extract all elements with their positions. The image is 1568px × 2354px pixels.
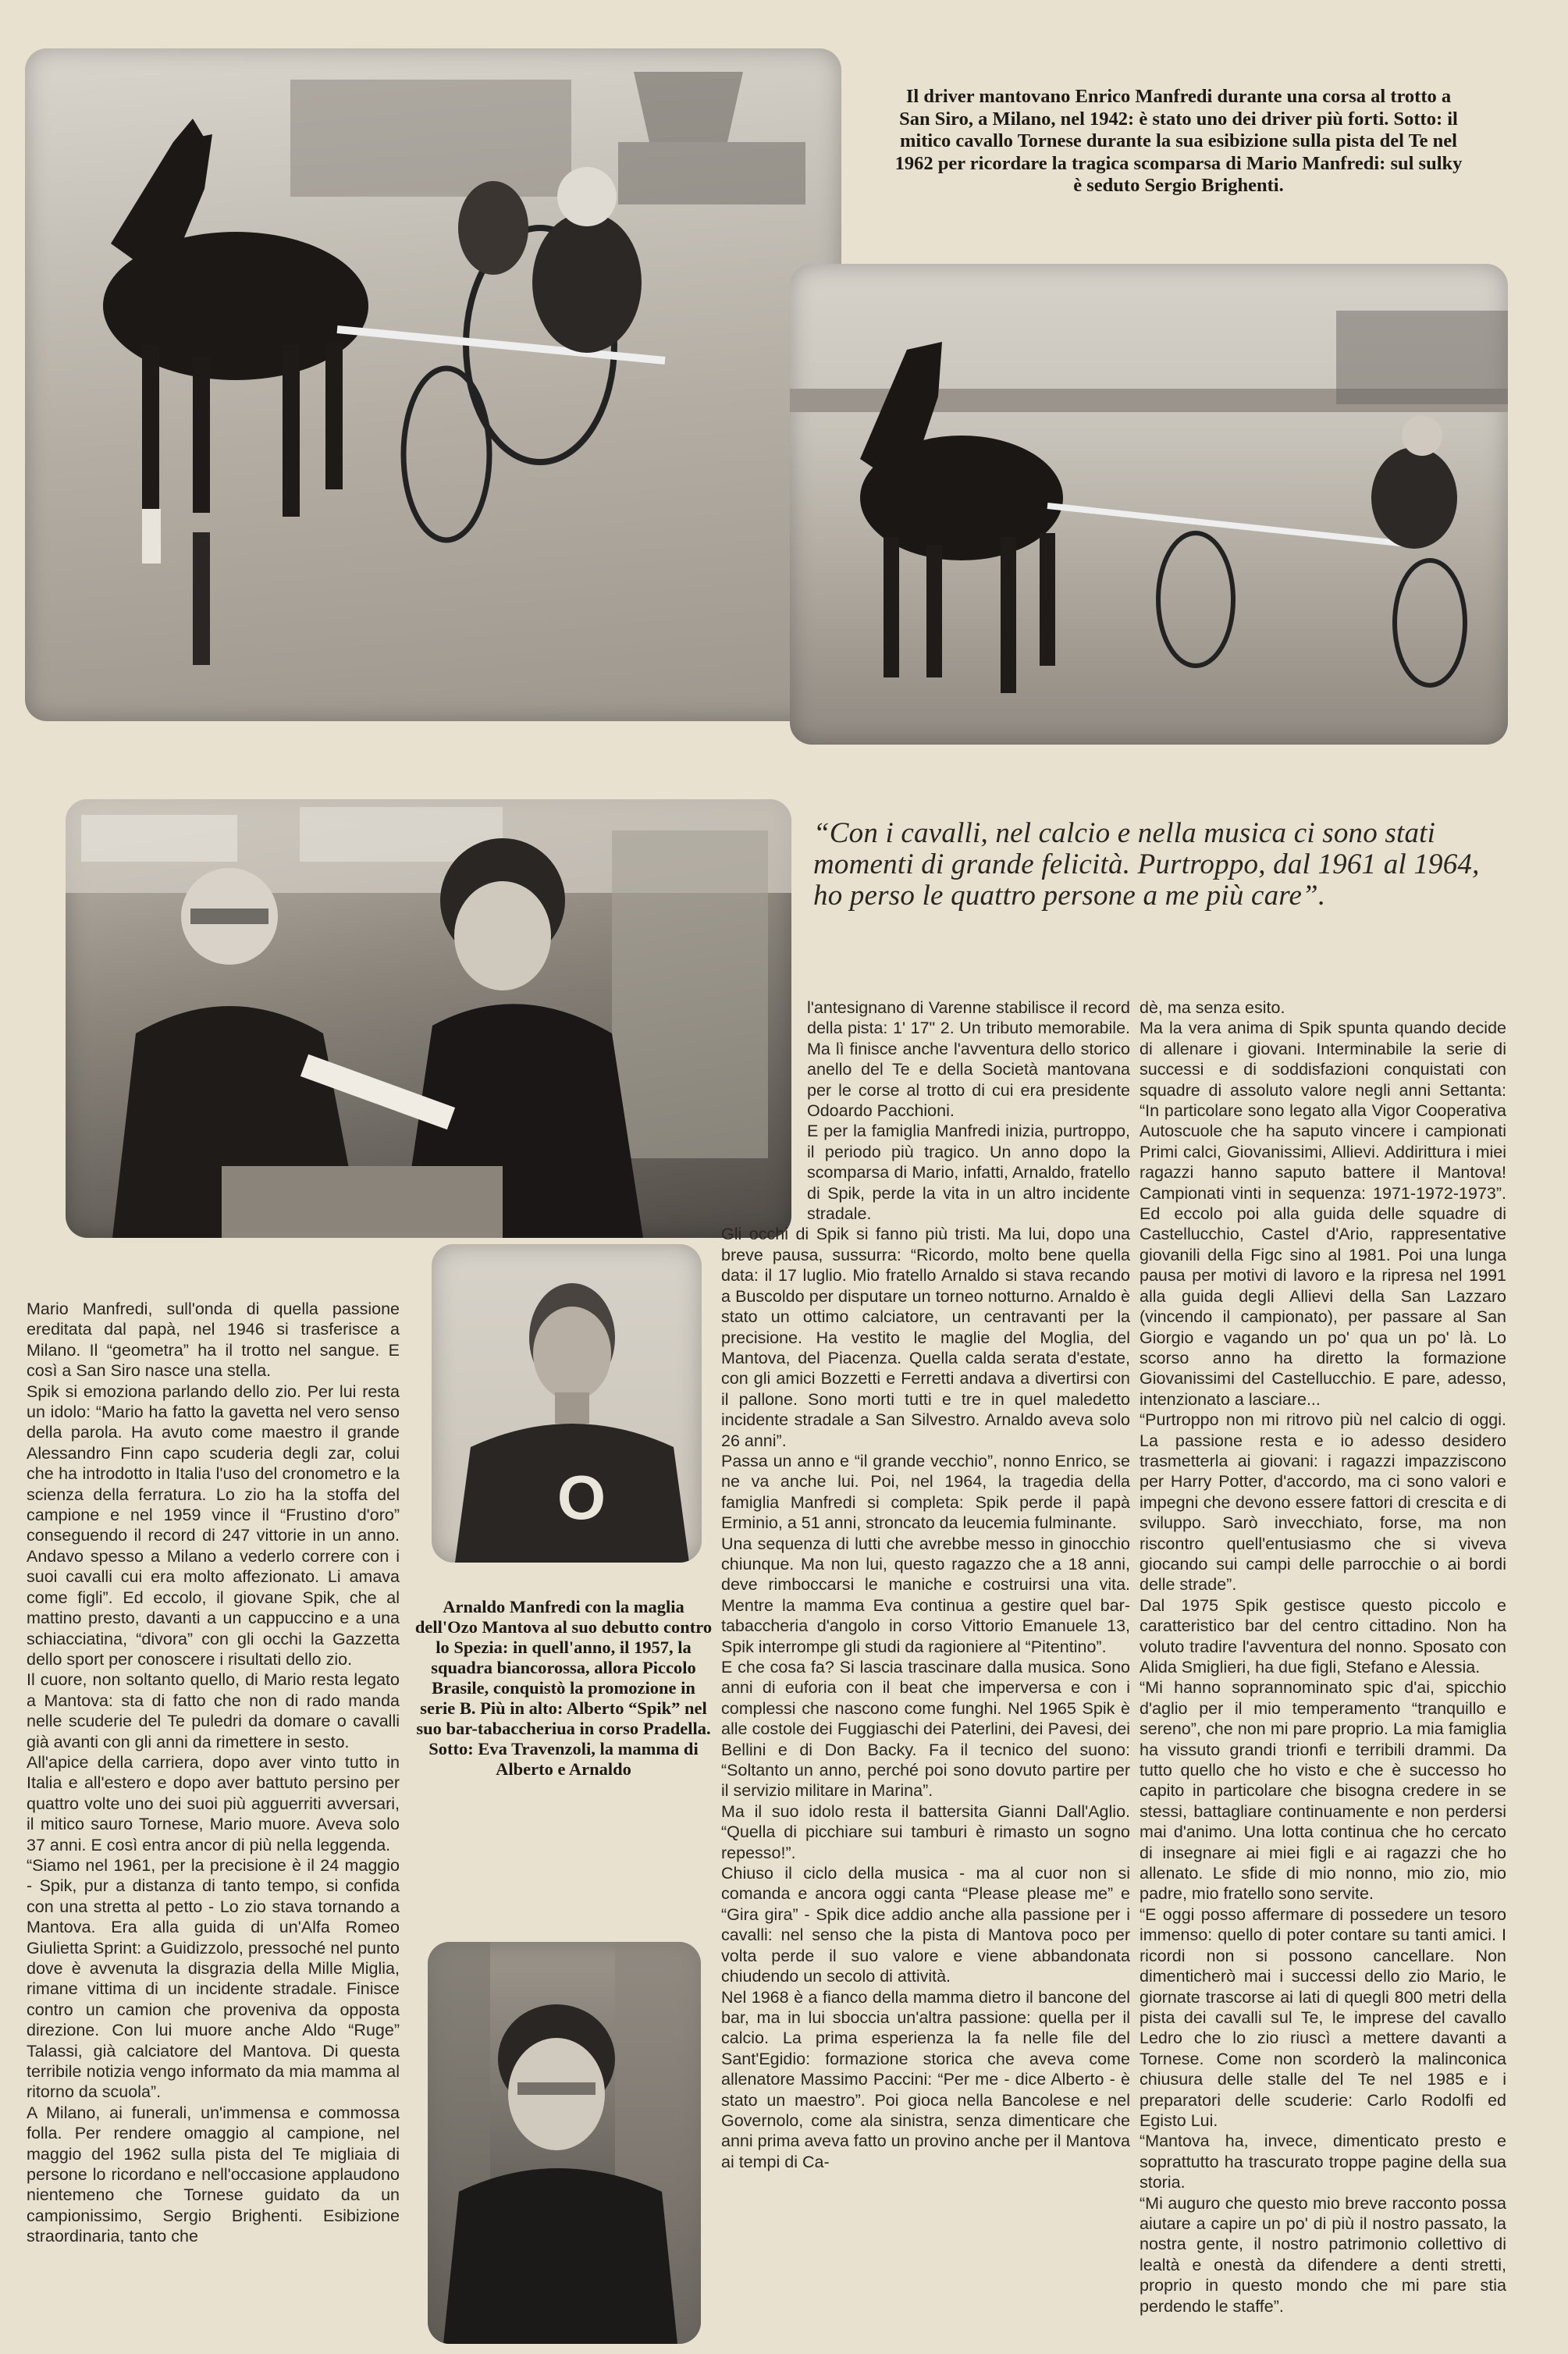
tornese-horse-illustration <box>790 264 1508 745</box>
paragraph: “Purtroppo non mi ritrovo più nel calcio di oggi. La passione resta e io adesso desidero trasmetterla ai giovani: i ragazzi impazziscono per Harry Potter, d'accordo, ma ci sono valori e impegni che devono essere fattori di crescita e di sviluppo. Sarò invecchiato, forse, ma non riscontro quell'entusiasmo che si viveva giocando sui campi delle parrocchie o ai bordi delle strade”. <box>1140 1410 1506 1595</box>
paragraph: Ma il suo idolo resta il battersita Gianni Dall'Aglio. “Quella di picchiare sui tamburi è rimasto un sogno repesso!”. <box>721 1801 1130 1862</box>
caption-middle: Arnaldo Manfredi con la maglia dell'Ozo Mantova al suo debutto contro lo Spezia: in quell'anno, il 1957, la squadra biancorossa, allora Piccolo Brasile, conquistò la promozione in serie B. Più in alto: Alberto “Spik” nel suo bar-tabaccheriua in corso Pradella. Sotto: Eva Travenzoli, la mamma di Alberto e Arnaldo <box>414 1597 713 1779</box>
paragraph: Nel 1968 è a fianco della mamma dietro il bancone del bar, ma in lui sboccia un'altra passione: quella per il calcio. La prima esperienza la fa nelle file del Sant'Egidio: formazione storica che aveva come allenatore Massimo Paccini: “Per me - dice Alberto - è stato un maestro”. Poi gioca nella Bancolese e nel Governolo, come ala sinistra, senza dimenticare che anni prima aveva fatto un provino anche per il Mantova ai tempi di Ca- <box>721 1987 1130 2171</box>
paragraph: “Mi auguro che questo mio breve racconto possa aiutare a capire un po' di più il nostro passato, la nostra gente, il nostro patrimonio collettivo di lealtà e onestà da difendere a denti stretti, proprio in questo mondo che mi pare stia perdendo le staffe”. <box>1140 2193 1506 2316</box>
bar-scene-illustration <box>66 799 791 1238</box>
paragraph: E per la famiglia Manfredi inizia, purtroppo, il periodo più tragico. Un anno dopo la scomparsa di Mario, infatti, Arnaldo, fratello di Spik, perde la vita in un altro incidente stradale. <box>807 1122 1130 1224</box>
article-column-left <box>27 1299 400 2247</box>
arnaldo-jersey-illustration <box>432 1244 702 1563</box>
paragraph: Dal 1975 Spik gestisce questo piccolo e caratteristico bar del centro cittadino. Non ha voluto tradire l'avventura del nonno. Sposato con Alida Smiglieri, ha due figli, Stefano e Alessia. <box>1140 1595 1506 1677</box>
paragraph: Chiuso il ciclo della musica - ma al cuor non si comanda e ancora oggi canta “Please please me” e “Gira gira” - Spik dice addio anche alla passione per i cavalli: nel senso che la pista di Mantova poco per volta perde il suo valore e viene abbandonata chiudendo un secolo di attività. <box>721 1864 1130 1986</box>
paragraph: Gli occhi di Spik si fanno più tristi. Ma lui, dopo una breve pausa, sussurra: “Ricordo, molto bene quella data: il 17 luglio. Mio fratello Arnaldo si stava recando a Buscoldo per disputare un torneo notturno. Arnaldo è stato un ottimo calciatore, un centravanti per la precisione. Ha vestito le maglie del Moglia, del Mantova, del Piacenza. Quella calda serata d'estate, con gli amici Bozzetti e Ferretti andava a divertirsi con il pallone. Sono morti tutti e tre in quel maledetto incidente stradale a San Silvestro. Arnaldo aveva solo 26 anni”. <box>721 1225 1130 1450</box>
photo-tornese-pista-te <box>790 264 1508 745</box>
photo-driver-san-siro <box>25 48 841 721</box>
paragraph: Una sequenza di lutti che avrebbe messo in ginocchio chiunque. Ma non lui, questo ragazzo che a 18 anni, deve rimboccarsi le maniche e costruirsi una vita. Mentre la mamma Eva continua a gestire quel bar-tabaccheria d'angolo in corso Vittorio Emanuele 13, Spik interrompe gli studi da ragioniere al “Pitentino”. <box>721 1534 1130 1656</box>
paragraph: “Siamo nel 1961, per la precisione è il 24 maggio - Spik, pur a distanza di tanto tempo, si confida con una stretta al petto - Lo zio stava tornando a Mantova. Era alla guida di un'Alfa Romeo Giulietta Sprint: a Guidizzolo, pressoché nel punto dove è avvenuta la disgrazia della Mille Miglia, rimane vittima di un incidente stradale. Finisce contro un camion che proveniva da opposta direzione. Con lui muore anche Aldo “Ruge” Talassi, già calciatore del Mantova. Di questa terribile notizia vengo informato da mia mamma al ritorno da scuola”. <box>27 1855 400 2102</box>
paragraph: Il cuore, non soltanto quello, di Mario resta legato a Mantova: sta di fatto che non di rado manda nelle scuderie del Te puledri da domare o cavalli già avanti con gli anni da rimettere in sesto. <box>27 1670 400 1751</box>
photo-arnaldo-portrait <box>432 1244 702 1563</box>
paragraph: A Milano, ai funerali, un'immensa e commossa folla. Per rendere omaggio al campione, nel maggio del 1962 sulla pista del Te migliaia di persone lo ricordano e nell'occasione applaudono nientemeno che Tornese guidato da un campionissimo, Sergio Brighenti. Esibizione straordinaria, tanto che <box>27 2103 400 2246</box>
photo-eva-travenzoli <box>428 1942 701 2344</box>
pull-quote: “Con i cavalli, nel calcio e nella musica ci sono stati momenti di grande felicità. Purtroppo, dal 1961 al 1964, ho perso le quattro persone a me più care”. <box>813 817 1480 912</box>
paragraph: dè, ma senza esito. <box>1140 998 1285 1017</box>
article-column-right <box>1140 997 1506 2317</box>
eva-portrait-illustration <box>428 1942 701 2344</box>
paragraph: E che cosa fa? Si lascia trascinare dalla musica. Sono anni di euforia con il beat che imperversa e con i complessi che nascono come funghi. Nel 1965 Spik è alle costole dei Fuggiaschi dei Paterlini, dei Pavesi, dei Bellini e di Don Backy. Fa il tecnico del suono: “Soltanto un anno, perché poi sono dovuto partire per il servizio militare in Marina”. <box>721 1658 1130 1801</box>
paragraph: “E oggi posso affermare di possedere un tesoro immenso: quello di poter contare su tanti amici. I ricordi non si possono cancellare. Non dimenticherò mai i successi dello zio Mario, le giornate trascorse ai lati di quegli 800 metri della pista dei cavalli sul Te, le imprese del cavallo Ledro che lo zio riuscì a mettere davanti a Tornese. Come non scorderò la malinconica chiusura delle stalle del Te nel 1985 e i preparatori delle scuderie: Carlo Rodolfi ed Egisto Lui. <box>1140 1904 1506 2130</box>
article-column-middle <box>721 997 1130 2172</box>
caption-top: Il driver mantovano Enrico Manfredi durante una corsa al trotto a San Siro, a Milano, nel 1942: è stato uno dei driver più forti. Sotto: il mitico cavallo Tornese durante la sua esibizione sulla pista del Te nel 1962 per ricordare la tragica scomparsa di Mario Manfredi: sul sulky è seduto Sergio Brighenti. <box>894 86 1463 196</box>
paragraph: “Mi hanno soprannominato spic d'ai, spicchio d'aglio per il mio temperamento “tranquillo e sereno”, che non mi pare proprio. La mia famiglia ha vissuto grandi trionfi e terribili drammi. Da tutto quello che ho visto e che è successo ho capito in particolare che bisogna credere in se stessi, battagliare continuamente e non perdersi mai d'animo. Una lotta continua che ho cercato di insegnare ai miei figli e ai ragazzi che ho allenato. Le sfide di mio nonno, mio zio, mio padre, mio fratello sono servite. <box>1140 1678 1506 1904</box>
paragraph: “Mantova ha, invece, dimenticato presto e soprattutto ha trascurato troppe pagine della sua storia. <box>1140 2132 1506 2192</box>
paragraph: Spik si emoziona parlando dello zio. Per lui resta un idolo: “Mario ha fatto la gavetta nel vero senso della parola. Ha avuto come maestro il grande Alessandro Finn capo scuderia degli zar, colui che ha introdotto in Italia l'uso del cronometro e la scienza della ferratura. Lo zio ha la stoffa del campione e nel 1959 vince il “Frustino d'oro” conseguendo il record di 247 vittorie in un anno. Andavo spesso a Milano a vederlo correre con i suoi cavalli cui era molto affezionato. Li amava come figli”. Ed eccolo, il giovane Spik, che al mattino presto, davanti a un cappuccino e a una schiacciatina, “divora” con gli occhi la Gazzetta dello sport per conoscere i risultati dello zio. <box>27 1381 400 1669</box>
jersey-letter: O <box>556 1463 606 1532</box>
photo-spik-bar-tabaccheria <box>66 799 791 1238</box>
trotting-horse-illustration <box>25 48 841 721</box>
paragraph: Ma la vera anima di Spik spunta quando decide di allenare i giovani. Interminabile la serie di successi e di soddisfazioni conquistati con squadre di assoluto valore negli anni Settanta: “In particolare sono legato alla Vigor Cooperativa Autoscuole che ha saputo vincere i campionati Primi calci, Giovanissimi, Allievi. Addirittura i miei ragazzi hanno saputo battere il Mantova! Campionati vinti in sequenza: 1971-1972-1973”. Ed eccolo poi alla guida delle squadre di Castellucchio, Castel d'Ario, rappresentative giovanili della Figc sino al 1981. Poi una lunga pausa per motivi di lavoro e la ripresa nel 1991 alla guida degli Allievi della San Lazzaro (vincendo il campionato), per passare al San Giorgio e vagando un po' qua un po' là. Lo scorso anno ha diretto la formazione Giovanissimi del Castellucchio. E pare, adesso, intenzionato a lasciare... <box>1140 1019 1506 1409</box>
paragraph: Passa un anno e “il grande vecchio”, nonno Enrico, se ne va anche lui. Poi, nel 1964, la tragedia della famiglia Manfredi si completa: Spik perde il papà Erminio, a 51 anni, stroncato da leucemia fulminante. <box>721 1451 1130 1533</box>
paragraph: l'antesignano di Varenne stabilisce il record della pista: 1' 17" 2. Un tributo memorabile. Ma lì finisce anche l'avventura dello storico anello del Te e della Società mantovana per le corse al trotto di cui era presidente Odoardo Pacchioni. <box>807 998 1130 1121</box>
paragraph: Mario Manfredi, sull'onda di quella passione ereditata dal papà, nel 1946 si trasferisce a Milano. Il “geometra” ha il trotto nel sangue. E così a San Siro nasce una stella. <box>27 1300 400 1381</box>
paragraph: All'apice della carriera, dopo aver vinto tutto in Italia e all'estero e dopo aver battuto persino per quattro volte uno dei suoi più agguerriti avversari, il mitico sauro Tornese, Mario muore. Aveva solo 37 anni. E così entra ancor di più nella leggenda. <box>27 1752 400 1854</box>
